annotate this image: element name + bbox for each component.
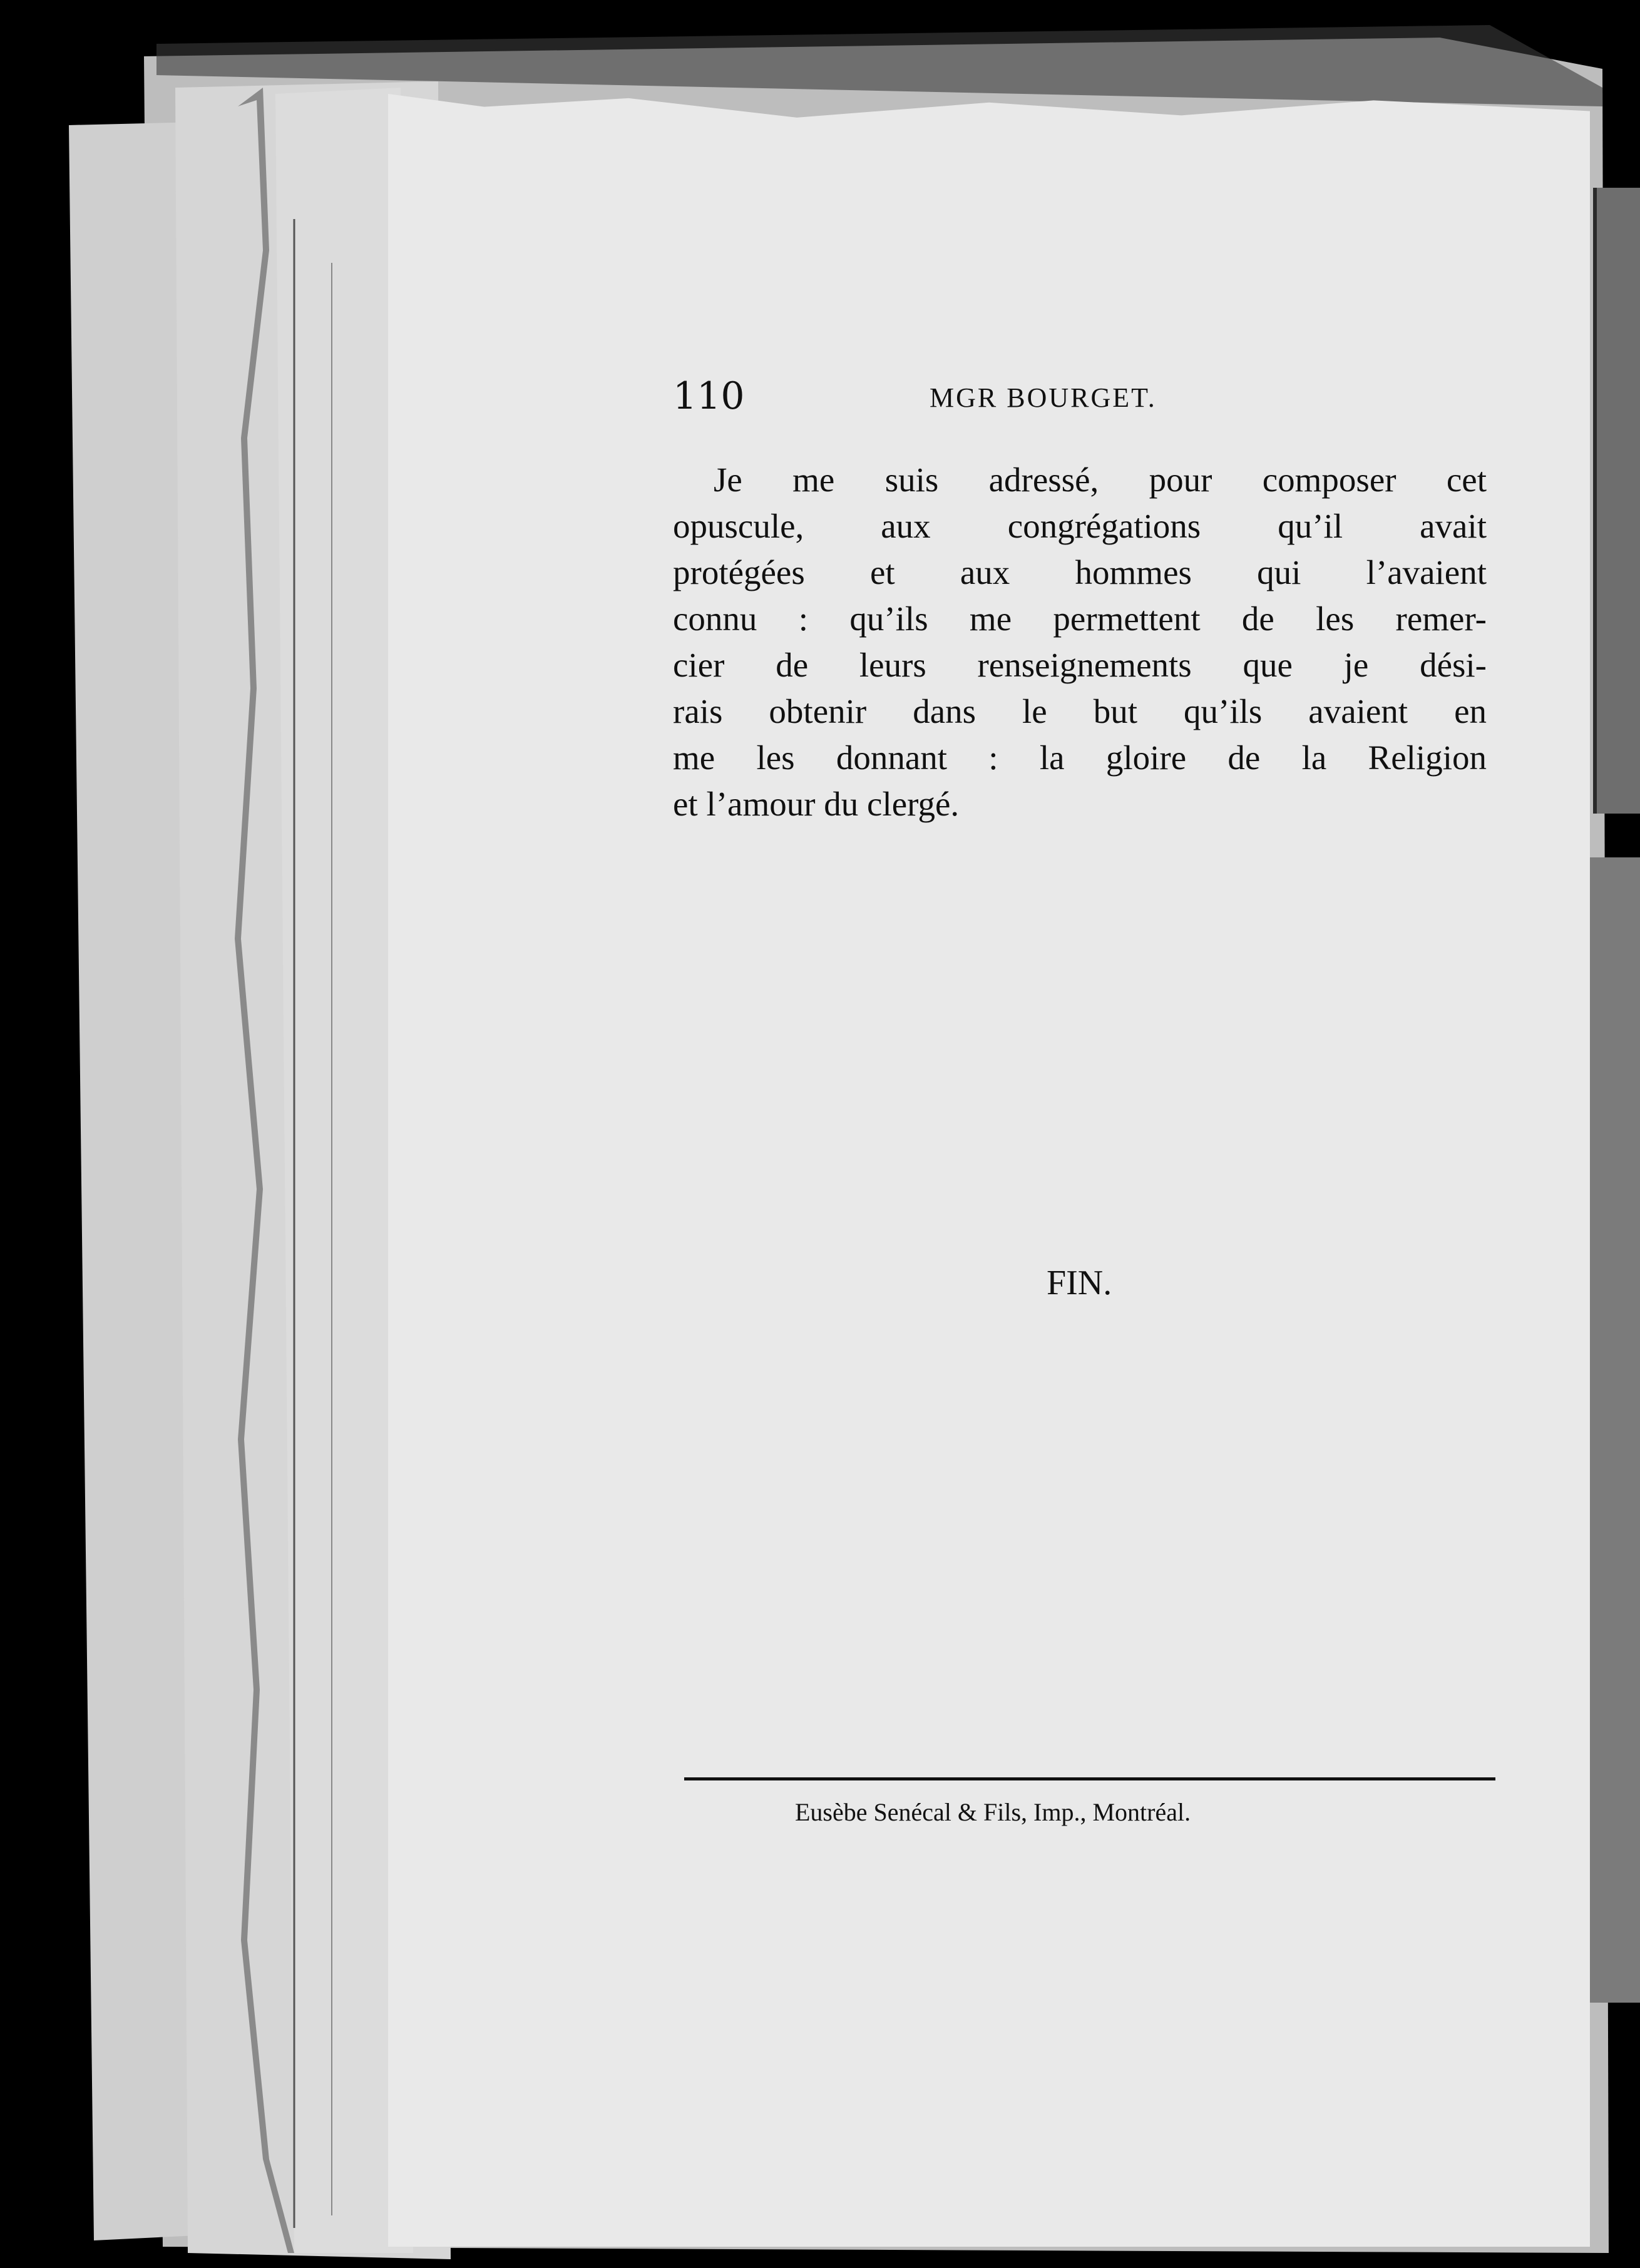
body-line: protégées et aux hommes qui l’avaient [673, 553, 1487, 591]
body-line: et l’amour du clergé. [673, 785, 960, 823]
body-line: Je me suis adressé, pour composer cet [714, 461, 1487, 499]
body-line: opuscule, aux congrégations qu’il avait [673, 507, 1487, 545]
running-head: MGR BOURGET. [930, 382, 1157, 413]
body-line: me les donnant : la gloire de la Religion [673, 738, 1487, 777]
end-marker: FIN. [1047, 1264, 1112, 1302]
printer-imprint: Eusèbe Senécal & Fils, Imp., Montréal. [795, 1798, 1191, 1826]
body-line: rais obtenir dans le but qu’ils avaient en [673, 692, 1487, 730]
page-number: 110 [673, 374, 745, 418]
body-line: cier de leurs renseignements que je dési- [673, 646, 1487, 684]
footer-rule [684, 1777, 1495, 1780]
page-header [673, 374, 1217, 418]
body-line: connu : qu’ils me permettent de les remer- [673, 600, 1487, 638]
body-paragraph [673, 457, 1487, 827]
